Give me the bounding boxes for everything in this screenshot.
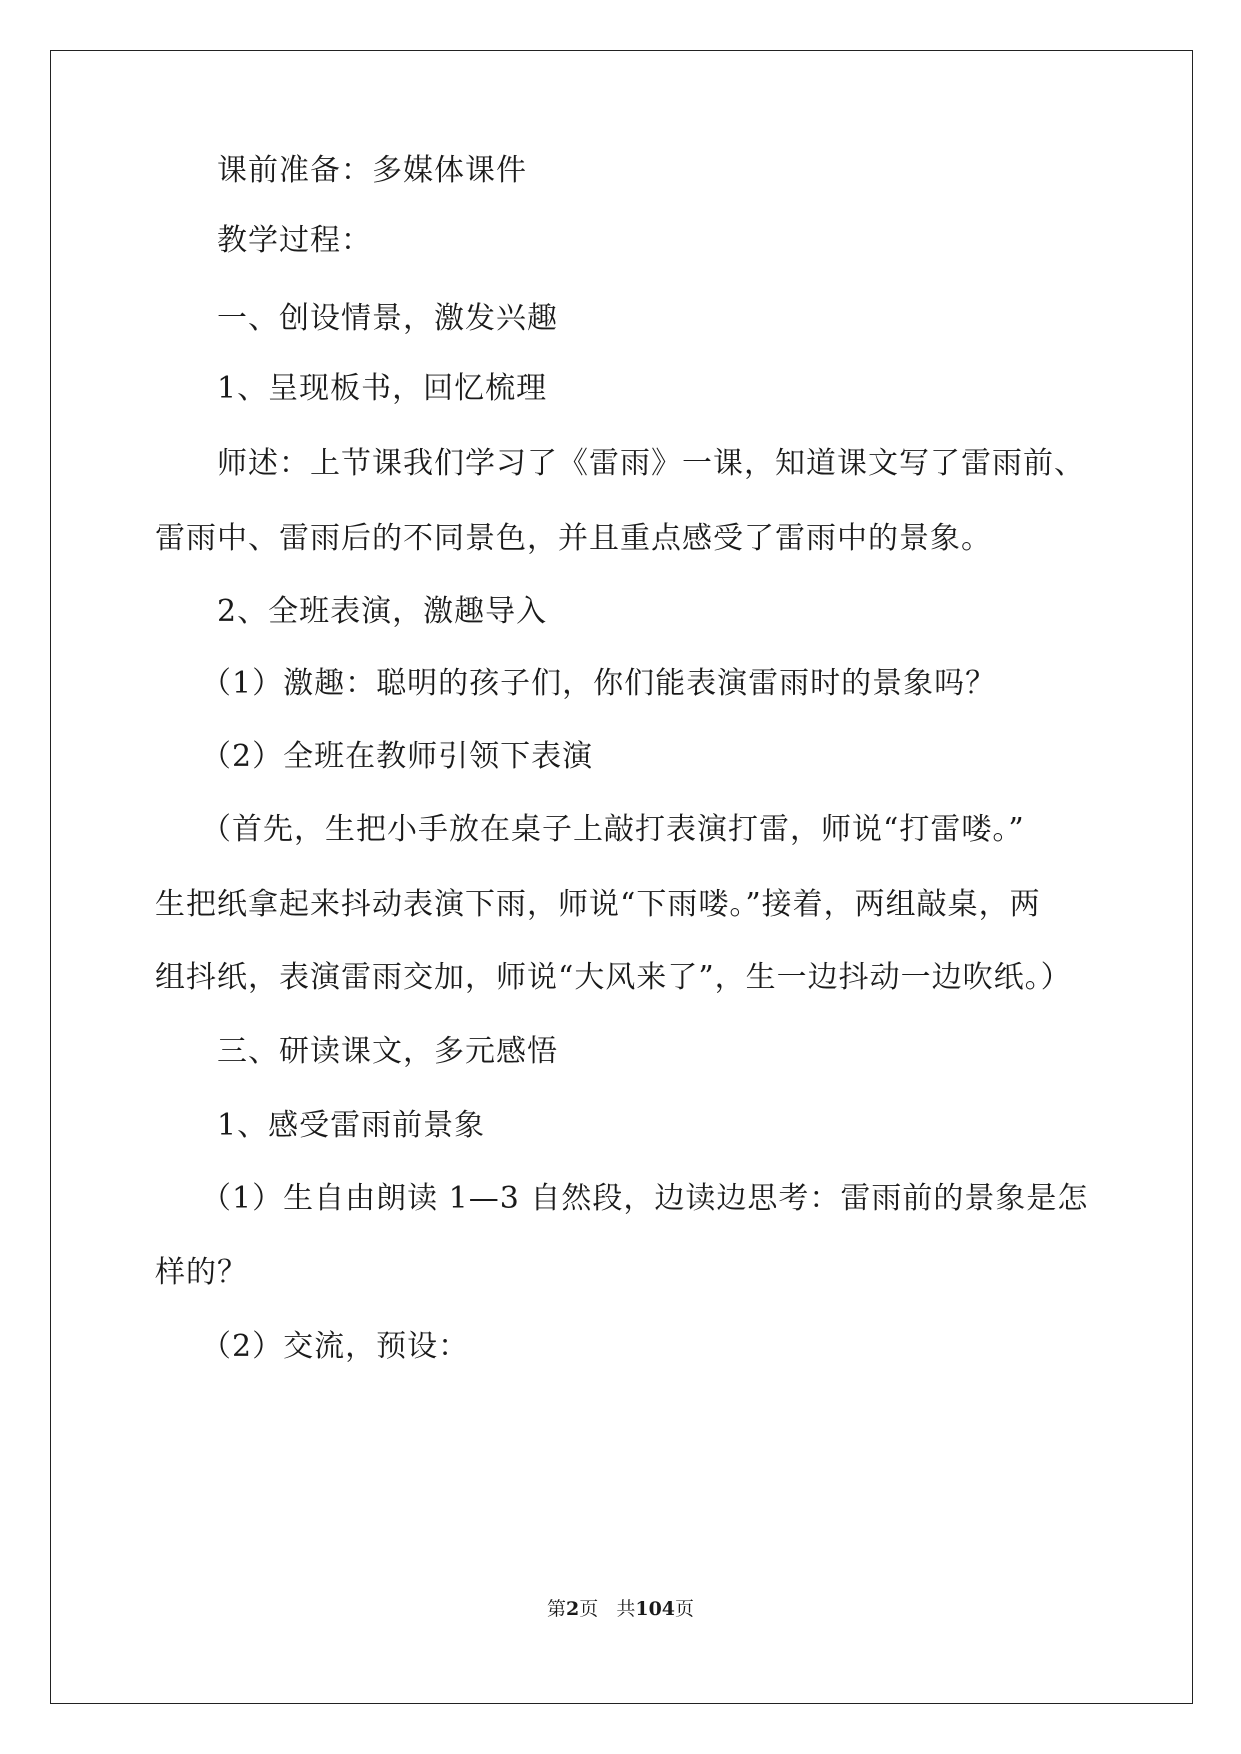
paragraph-question-2: （2）全班在教师引领下表演	[201, 739, 594, 774]
footer-page-prefix: 第	[546, 1598, 566, 1620]
heading-step-1-2: 2、全班表演，激趣导入	[217, 594, 548, 629]
heading-section-3: 三、研读课文，多元感悟	[217, 1034, 558, 1069]
paragraph-teacher-line-2: 雷雨中、雷雨后的不同景色，并且重点感受了雷雨中的景象。	[155, 521, 992, 556]
paragraph-question-3-line-1: （1）生自由朗读 1—3 自然段，边读边思考：雷雨前的景象是怎	[201, 1181, 1089, 1216]
footer-page-suffix: 页	[579, 1598, 599, 1620]
paragraph-teacher-line-1: 师述：上节课我们学习了《雷雨》一课，知道课文写了雷雨前、	[217, 446, 1085, 481]
page-footer	[0, 1596, 1241, 1622]
paragraph-perform-line-3: 组抖纸，表演雷雨交加，师说“大风来了”，生一边抖动一边吹纸。）	[155, 960, 1072, 995]
paragraph-prep: 课前准备：多媒体课件	[217, 153, 527, 188]
footer-total-prefix: 共	[616, 1598, 636, 1620]
footer-total-number: 104	[635, 1598, 676, 1620]
paragraph-perform-line-1: （首先，生把小手放在桌子上敲打表演打雷，师说“打雷喽。”	[201, 812, 1025, 847]
paragraph-question-4: （2）交流，预设：	[201, 1329, 470, 1364]
heading-step-3-1: 1、感受雷雨前景象	[217, 1108, 486, 1143]
paragraph-perform-line-2: 生把纸拿起来抖动表演下雨，师说“下雨喽。”接着，两组敲桌，两	[155, 887, 1041, 922]
heading-step-1-1: 1、呈现板书，回忆梳理	[217, 371, 548, 406]
paragraph-question-1: （1）激趣：聪明的孩子们，你们能表演雷雨时的景象吗？	[201, 666, 997, 701]
footer-total-suffix: 页	[675, 1598, 695, 1620]
paragraph-process: 教学过程：	[217, 223, 372, 258]
paragraph-question-3-line-2: 样的？	[155, 1255, 248, 1290]
footer-page-number: 2	[565, 1598, 580, 1620]
heading-section-1: 一、创设情景，激发兴趣	[217, 301, 558, 336]
